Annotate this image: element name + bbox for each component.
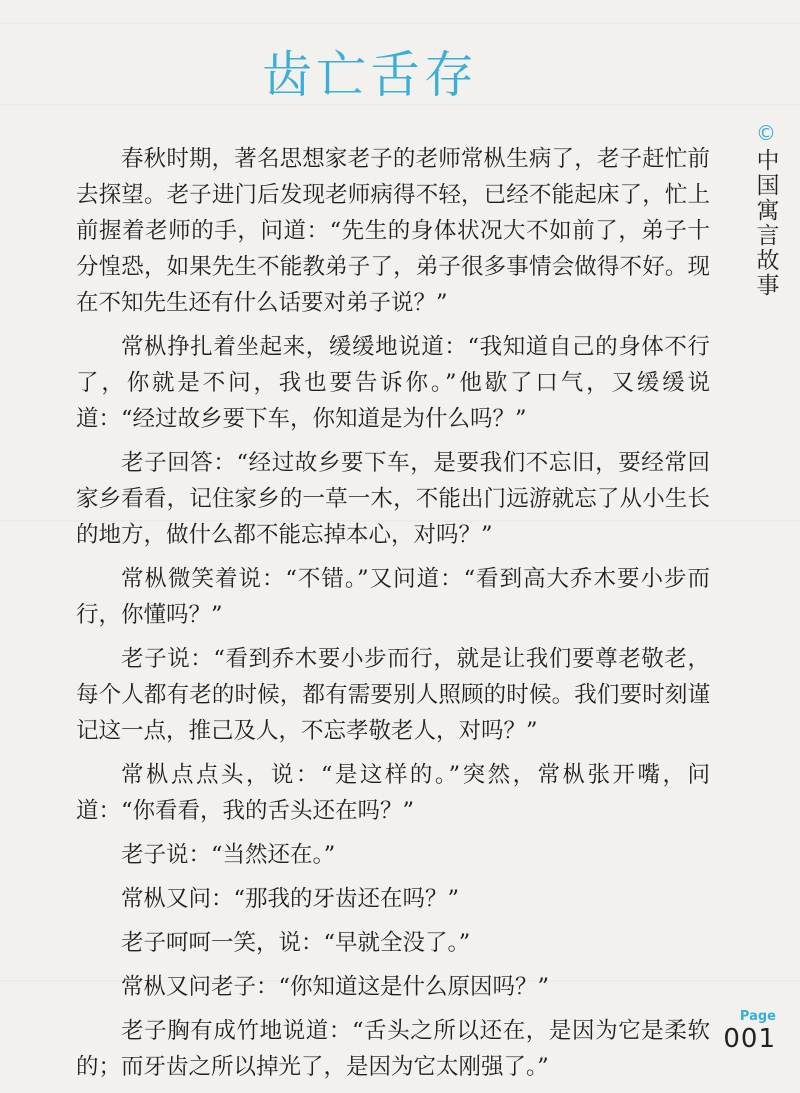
story-body <box>76 141 710 1093</box>
story-paragraph: 常枞又问老子：“你知道这是什么原因吗？” <box>121 974 550 1000</box>
story-paragraph: 老子说：“看到乔木要小步而行，就是让我们要尊老敬老，每个人都有老的时候，都有需要别人照顾的时候。我们要时刻谨记这一点，推己及人，不忘孝敬老人，对吗？” <box>76 646 710 744</box>
story-paragraph: 老子回答：“经过故乡要下车，是要我们不忘旧，要经常回家乡看看，记住家乡的一草一木，不能出门远游就忘了从小生长的地方，做什么都不能忘掉本心，对吗？” <box>76 450 710 548</box>
page-title: 齿亡舌存 <box>262 46 478 104</box>
story-paragraph: 常枞微笑着说：“不错。”又问道：“看到高大乔木要小步而行，你懂吗？” <box>76 566 710 628</box>
page-footer <box>723 1009 776 1053</box>
story-paragraph: 老子说：“当然还在。” <box>121 842 336 868</box>
story-paragraph: 常枞点点头，说：“是这样的。”突然，常枞张开嘴，问道：“你看看，我的舌头还在吗？” <box>76 762 710 824</box>
copyright-icon: © <box>756 121 776 145</box>
series-side-label <box>750 122 782 298</box>
story-paragraph: 老子胸有成竹地说道：“舌头之所以还在，是因为它是柔软的；而牙齿之所以掉光了，是因为它太刚强了。” <box>76 1018 710 1080</box>
story-paragraph: 春秋时期，著名思想家老子的老师常枞生病了，老子赶忙前去探望。老子进门后发现老师病得不轻，已经不能起床了，忙上前握着老师的手，问道：“先生的身体状况大不如前了，弟子十分惶恐，如果先生不能教弟子了，弟子很多事情会做得不好。现在不知先生还有什么话要对弟子说？” <box>76 146 710 316</box>
page-label: Page <box>739 1009 776 1024</box>
story-paragraph: 老子呵呵一笑，说：“早就全没了。” <box>121 930 471 956</box>
story-paragraph: 常枞挣扎着坐起来，缓缓地说道：“我知道自己的身体不行了，你就是不问，我也要告诉你。”他歇了口气，又缓缓说道：“经过故乡要下车，你知道是为什么吗？” <box>76 334 710 432</box>
story-paragraph: 常枞又问：“那我的牙齿还在吗？” <box>121 886 460 912</box>
page-number: 001 <box>723 1024 776 1054</box>
series-title: 中国寓言故事 <box>752 148 779 298</box>
